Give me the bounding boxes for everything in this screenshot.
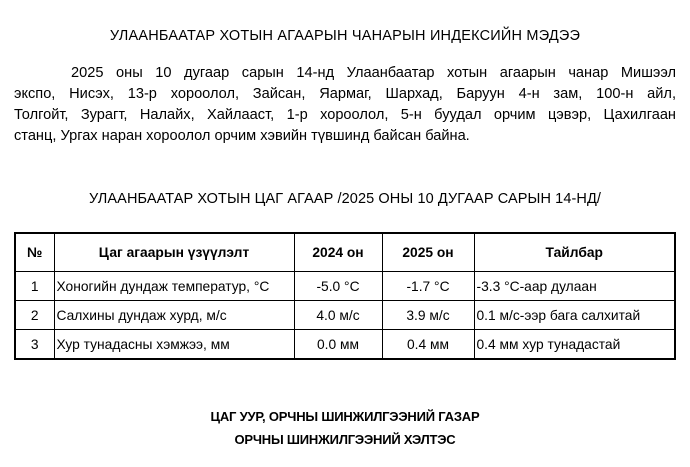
value-2025-cell: -1.7 °С (382, 272, 474, 301)
weather-table (14, 232, 676, 360)
header-note: Тайлбар (474, 233, 675, 272)
intro-line-3: Толгойт, Зурагт, Налайх, Хайлааст, 1-р хороолол, 5-н буудал орчим цэвэр, Цахилгаан (14, 107, 676, 123)
header-indicator: Цаг агаарын үзүүлэлт (54, 233, 294, 272)
indicator-cell: Хур тунадасны хэмжээ, мм (54, 330, 294, 360)
note-cell: 0.1 м/с-ээр бага салхитай (474, 301, 675, 330)
intro-line-4: станц, Ургах наран хороолол орчим хэвийн түвшинд байсан байна. (14, 128, 470, 144)
intro-line-2: экспо, Нисэх, 13-р хороолол, Зайсан, Яармаг, Шархад, Баруун 4-н зам, 100-н айл, (14, 86, 676, 102)
intro-line-1: 2025 оны 10 дугаар сарын 14-нд Улаанбаатар хотын агаарын чанар Мишээл (71, 65, 676, 81)
value-2024-cell: -5.0 °С (294, 272, 382, 301)
row-number: 3 (15, 330, 54, 360)
value-2024-cell: 4.0 м/с (294, 301, 382, 330)
table-row (15, 330, 675, 360)
footer-department: ОРЧНЫ ШИНЖИЛГЭЭНИЙ ХЭЛТЭС (234, 432, 456, 447)
value-2025-cell: 0.4 мм (382, 330, 474, 360)
table-row (15, 301, 675, 330)
indicator-cell: Хоногийн дундаж температур, °С (54, 272, 294, 301)
header-year-2024: 2024 он (294, 233, 382, 272)
value-2025-cell: 3.9 м/с (382, 301, 474, 330)
document-title: УЛААНБААТАР ХОТЫН АГААРЫН ЧАНАРЫН ИНДЕКСИЙН МЭДЭЭ (109, 28, 581, 44)
note-cell: 0.4 мм хур тунадастай (474, 330, 675, 360)
row-number: 2 (15, 301, 54, 330)
table-row (15, 272, 675, 301)
header-year-2025: 2025 он (382, 233, 474, 272)
intro-paragraph (14, 63, 676, 147)
value-2024-cell: 0.0 мм (294, 330, 382, 360)
table-header-row (15, 233, 675, 272)
footer (14, 405, 676, 451)
note-cell: -3.3 °С-аар дулаан (474, 272, 675, 301)
footer-organization: ЦАГ УУР, ОРЧНЫ ШИНЖИЛГЭЭНИЙ ГАЗАР (210, 409, 480, 424)
indicator-cell: Салхины дундаж хурд, м/с (54, 301, 294, 330)
row-number: 1 (15, 272, 54, 301)
weather-heading: УЛААНБААТАР ХОТЫН ЦАГ АГААР /2025 ОНЫ 10 ДУГААР САРЫН 14-НД/ (88, 191, 602, 207)
header-number: № (15, 233, 54, 272)
